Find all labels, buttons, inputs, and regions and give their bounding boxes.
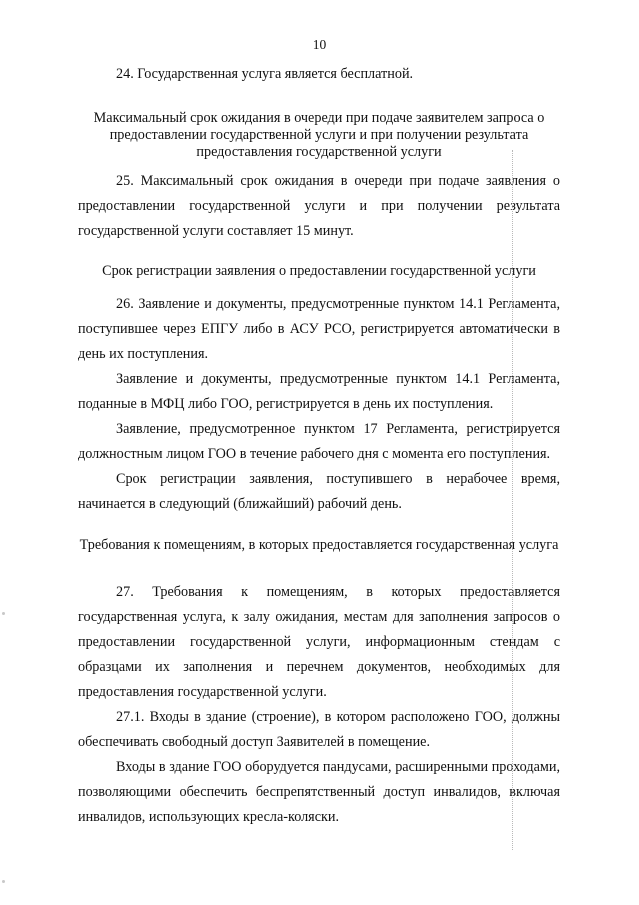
scan-speck [2, 612, 5, 615]
paragraph-27-1: 27.1. Входы в здание (строение), в котором расположено ГОО, должны обеспечивать свободный доступ Заявителей в помещение. [78, 709, 560, 750]
paragraph-27-block [78, 580, 560, 830]
scan-fold-line [512, 150, 513, 850]
paragraph-26-point-17: Заявление, предусмотренное пунктом 17 Регламента, регистрируется должностным лицом ГОО в течение рабочего дня с момента его поступления. [78, 421, 560, 462]
paragraph-26-mfc: Заявление и документы, предусмотренные пунктом 14.1 Регламента, поданные в МФЦ либо ГОО, регистрируется в день их поступления. [78, 371, 560, 412]
heading-premises: Требования к помещениям, в которых предоставляется государственная услуга [79, 537, 559, 553]
paragraph-24: 24. Государственная услуга является бесплатной. [116, 66, 414, 82]
heading-registration-term: Срок регистрации заявления о предоставлении государственной услуги [102, 263, 536, 279]
paragraph-26: 26. Заявление и документы, предусмотренные пунктом 14.1 Регламента, поступившее через ЕПГУ либо в АСУ РСО, регистрируется автоматически в день их поступления. [78, 296, 560, 362]
paragraph-25-block [78, 169, 560, 244]
paragraph-27: 27. Требования к помещениям, в которых предоставляется государственная услуга, к залу ожидания, местам для заполнения запросов о предоставлении государственной услуги, информационным стендам с образцами их заполнения и перечнем документов, необходимых для предоставления государственной услуги. [78, 584, 560, 700]
paragraph-26-nonworking: Срок регистрации заявления, поступившего в нерабочее время, начинается в следующий (ближайший) рабочий день. [78, 471, 560, 512]
paragraph-27-ramps: Входы в здание ГОО оборудуется пандусами, расширенными проходами, позволяющими обеспечить беспрепятственный доступ инвалидов, включая инвалидов, использующих кресла-коляски. [78, 759, 560, 825]
paragraph-26-block [78, 292, 560, 517]
paragraph-24-block [78, 62, 560, 87]
heading-waiting-time: Максимальный срок ожидания в очереди при подаче заявителем запроса о предоставлении государственной услуги и при получении результата предоставления государственной услуги [93, 110, 545, 160]
page-number: 10 [312, 37, 327, 52]
scan-speck [2, 880, 5, 883]
paragraph-25: 25. Максимальный срок ожидания в очереди при подаче заявления о предоставлении государственной услуги и при получении результата государственной услуги составляет 15 минут. [78, 173, 560, 239]
